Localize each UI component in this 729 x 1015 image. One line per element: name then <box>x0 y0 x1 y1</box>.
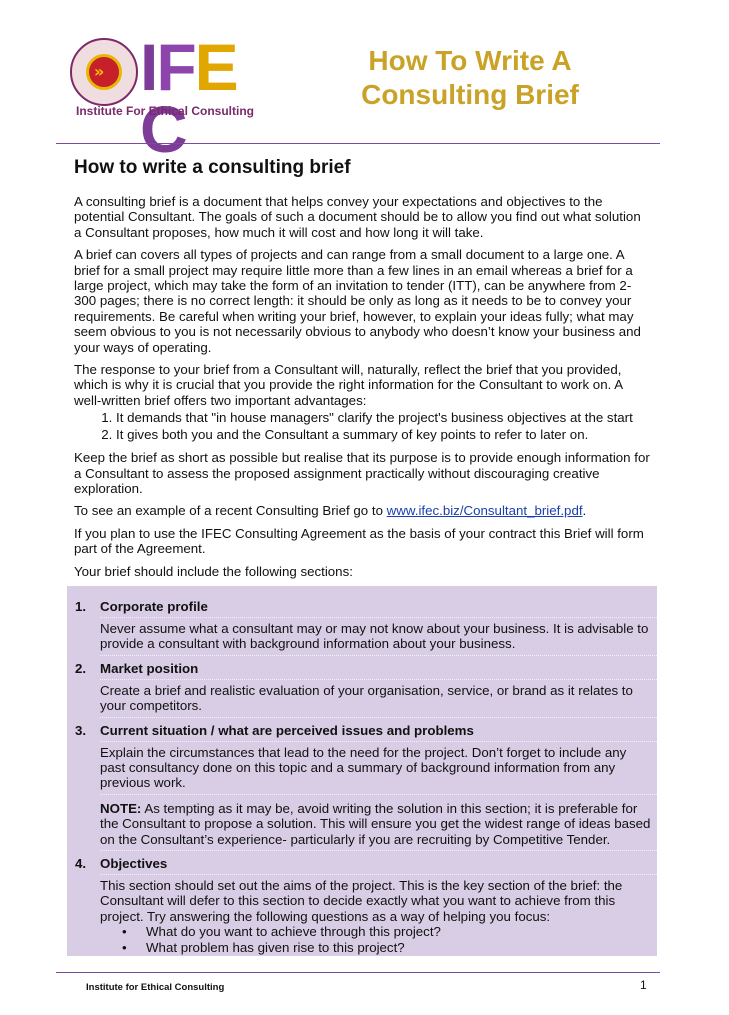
paragraph-length: Keep the brief as short as possible but realise that its purpose is to provide enough information for a Consultant to assess the proposed assignment practically without discouraging creative exploration. <box>74 450 650 496</box>
seal-icon: » <box>70 38 138 106</box>
page-heading: How to write a consulting brief <box>74 157 351 178</box>
paragraph-scope: A brief can covers all types of projects and can range from a small document to a large one. A brief for a small project may require little more than a few lines in an email whereas a brief for a large project, which may take the form of an invitation to tender (ITT), can be anywhere from 2-300 pages; there is no correct length: it should be only as long as it needs to be to convey your requirements. Be careful when writing your brief, however, to explain your ideas fully; what may seem obvious to you is not necessarily obvious to anybody who doesn’t know your business and your ways of operating. <box>74 247 641 355</box>
section-body: Create a brief and realistic evaluation of your organisation, service, or brand as it relates to your competitors. <box>100 680 657 718</box>
section-number: 1. <box>75 599 87 614</box>
section-body: Explain the circumstances that lead to the need for the project. Don’t forget to include any past consultancy done on this topic and a summary of background information from any previous work. <box>100 742 657 795</box>
section-note <box>100 795 657 851</box>
footer-divider <box>56 972 660 973</box>
paragraph-intro: A consulting brief is a document that helps convey your expectations and objectives to the potential Consultant. The goals of such a document should be to allow you find out what solution a Consultant proposes, how much it will cost and how long it will take. <box>74 194 641 240</box>
list-item: • What problem has given rise to this project? <box>146 940 651 955</box>
title-line-1: How To Write A <box>368 45 572 76</box>
advantages-list <box>74 410 650 442</box>
paragraph-response: The response to your brief from a Consultant will, naturally, reflect the brief that you provided, which is why it is crucial that you provide the right information for the Consultant to work on. A well-written brief offers two important advantages: <box>74 362 623 408</box>
logo-wordmark: IFEC <box>140 30 237 166</box>
section-number: 3. <box>75 722 87 738</box>
section-title: Current situation / what are perceived issues and problems <box>100 722 474 738</box>
section-body: Never assume what a consultant may or may not know about your business. It is advisable to provide a consultant with background information about your business. <box>100 618 657 656</box>
footer-organisation: Institute for Ethical Consulting <box>86 982 225 993</box>
list-item: • What do you want to achieve through this project? <box>146 924 651 939</box>
section-body <box>100 875 657 958</box>
section-market-position <box>67 656 657 718</box>
note-text: As tempting as it may be, avoid writing the solution in this section; it is preferable for the Consultant to propose a solution. This will ensure you get the widest range of ideas based on the Consultant’s experience- particularly if you are recruiting by Competitive Tender. <box>100 800 651 847</box>
note-label: NOTE: <box>100 800 142 816</box>
list-item: 1. It demands that "in house managers" clarify the project's business objectives at the start <box>116 410 650 425</box>
example-brief-link[interactable]: www.ifec.biz/Consultant_brief.pdf <box>386 503 583 519</box>
paragraph-agreement: If you plan to use the IFEC Consulting Agreement as the basis of your contract this Brief will form part of the Agreement. <box>74 525 644 557</box>
document-title <box>330 44 610 112</box>
sections-table <box>67 586 657 956</box>
section-title: Objectives <box>100 856 168 872</box>
section-title: Market position <box>100 660 199 676</box>
ifec-logo <box>70 30 270 166</box>
example-prefix: To see an example of a recent Consulting Brief go to <box>74 503 387 519</box>
section-number: 4. <box>75 856 87 872</box>
objectives-questions <box>100 924 651 955</box>
objectives-text: This section should set out the aims of the project. This is the key section of the brief: the Consultant will defer to this section to decide exactly what you want to achieve from this project. Try answering the following questions as a way of helping you focus: <box>100 878 623 924</box>
logo-caption: Institute For Ethical Consulting <box>76 104 254 118</box>
section-current-situation <box>67 718 657 851</box>
paragraph-example <box>74 503 650 518</box>
section-title: Corporate profile <box>100 599 208 614</box>
list-item: 2. It gives both you and the Consultant a summary of key points to refer to later on. <box>116 427 650 442</box>
section-corporate-profile <box>67 586 657 656</box>
header-divider <box>56 143 660 144</box>
paragraph-sections-intro: Your brief should include the following sections: <box>74 563 353 579</box>
page-number: 1 <box>640 978 647 992</box>
section-objectives <box>67 851 657 958</box>
title-line-2: Consulting Brief <box>361 79 579 110</box>
example-suffix: . <box>582 503 587 519</box>
main-content <box>74 156 650 586</box>
section-number: 2. <box>75 660 87 676</box>
